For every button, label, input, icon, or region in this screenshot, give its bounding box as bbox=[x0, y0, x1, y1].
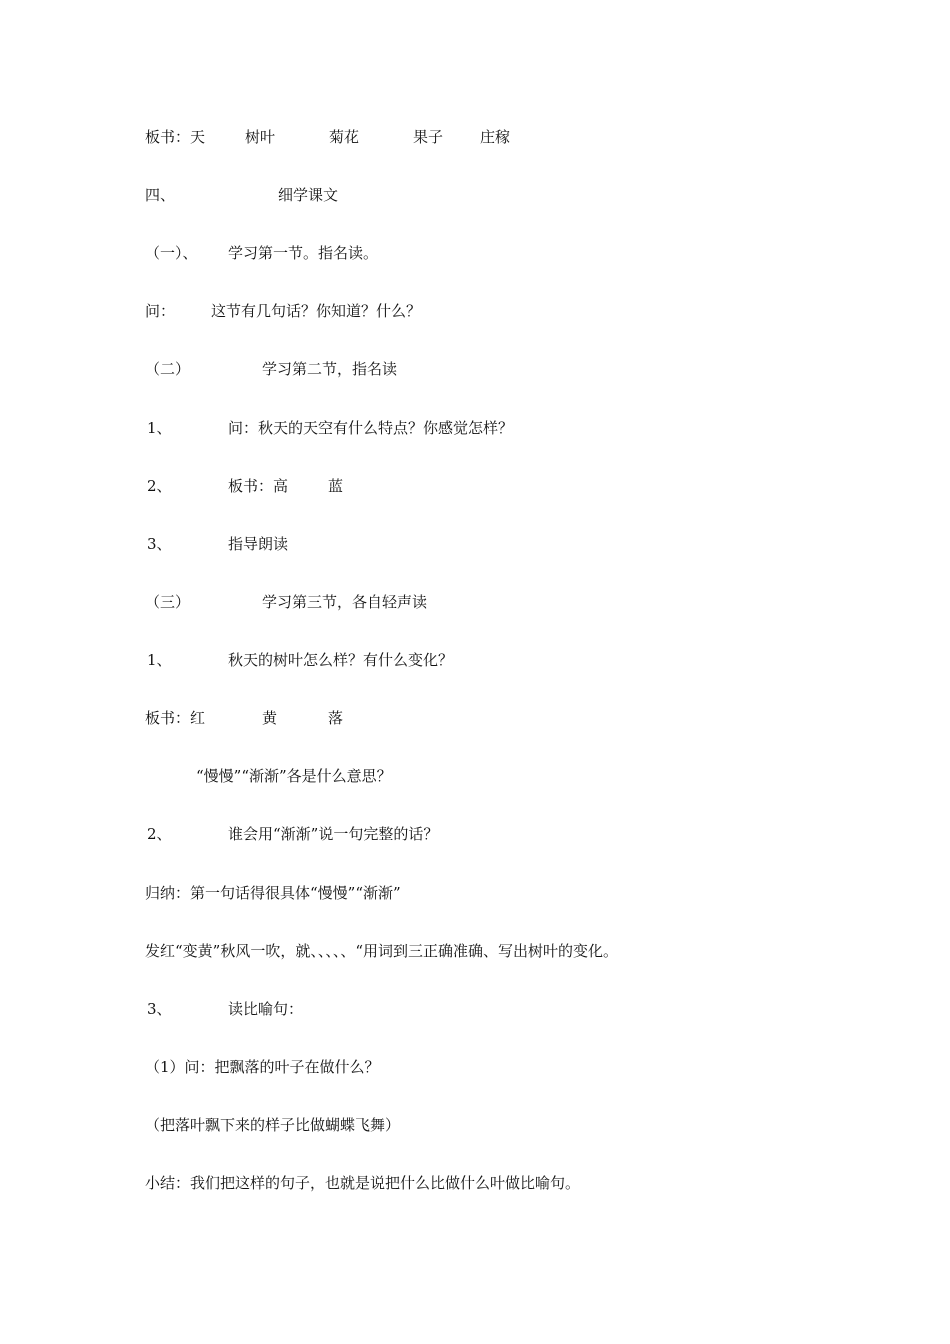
text-line bbox=[0, 417, 950, 439]
text-segment: 2、 bbox=[147, 825, 172, 843]
text-segment: （一）、 bbox=[145, 244, 198, 262]
text-line bbox=[0, 533, 950, 555]
text-line bbox=[0, 126, 950, 148]
text-line bbox=[0, 823, 950, 845]
text-segment: （三） bbox=[145, 593, 191, 611]
text-line bbox=[0, 300, 950, 322]
text-line bbox=[0, 998, 950, 1020]
text-segment: 落 bbox=[328, 709, 344, 727]
text-segment: 板书：高 bbox=[228, 477, 289, 495]
text-segment: 问：秋天的天空有什么特点？你感觉怎样？ bbox=[228, 419, 514, 437]
text-line bbox=[0, 591, 950, 613]
text-segment: 黄 bbox=[262, 709, 278, 727]
text-segment: 树叶 bbox=[245, 128, 276, 146]
text-segment: 学习第一节。指名读。 bbox=[228, 244, 379, 262]
text-segment: 蓝 bbox=[328, 477, 344, 495]
text-segment: 秋天的树叶怎么样？有什么变化？ bbox=[228, 651, 454, 669]
text-segment: （1）问：把飘落的叶子在做什么？ bbox=[145, 1058, 380, 1076]
text-line bbox=[0, 358, 950, 380]
text-line bbox=[0, 1056, 950, 1078]
text-segment: 学习第三节，各自轻声读 bbox=[262, 593, 428, 611]
text-segment: 读比喻句： bbox=[228, 1000, 304, 1018]
text-segment: 1、 bbox=[147, 419, 172, 437]
text-segment: 发红“变黄”秋风一吹，就、、、、、“用词到三正确准确、写出树叶的变化。 bbox=[145, 942, 619, 960]
text-line bbox=[0, 475, 950, 497]
text-line bbox=[0, 940, 950, 962]
text-segment: 1、 bbox=[147, 651, 172, 669]
text-segment: 小结：我们把这样的句子，也就是说把什么比做什么叶做比喻句。 bbox=[145, 1174, 581, 1192]
text-segment: 菊花 bbox=[329, 128, 360, 146]
text-segment: 谁会用“渐渐”说一句完整的话？ bbox=[228, 825, 439, 843]
text-segment: 问： bbox=[145, 302, 176, 320]
text-line bbox=[0, 1114, 950, 1136]
text-segment: 果子 bbox=[413, 128, 444, 146]
text-line bbox=[0, 242, 950, 264]
text-segment: （把落叶飘下来的样子比做蝴蝶飞舞） bbox=[145, 1116, 401, 1134]
text-segment: “慢慢”“渐渐”各是什么意思？ bbox=[196, 767, 392, 785]
text-segment: 归纳：第一句话得很具体“慢慢”“渐渐” bbox=[145, 884, 401, 902]
text-line bbox=[0, 184, 950, 206]
text-line bbox=[0, 1172, 950, 1194]
text-segment: 四、 bbox=[145, 186, 176, 204]
text-segment: 3、 bbox=[147, 1000, 172, 1018]
text-segment: 这节有几句话？你知道？什么？ bbox=[211, 302, 422, 320]
text-segment: （二） bbox=[145, 360, 191, 378]
text-line bbox=[0, 649, 950, 671]
text-segment: 2、 bbox=[147, 477, 172, 495]
text-segment: 板书：天 bbox=[145, 128, 206, 146]
text-line bbox=[0, 707, 950, 729]
text-segment: 板书：红 bbox=[145, 709, 206, 727]
text-line bbox=[0, 882, 950, 904]
text-segment: 学习第二节，指名读 bbox=[262, 360, 398, 378]
text-line bbox=[0, 765, 950, 787]
text-segment: 细学课文 bbox=[278, 186, 339, 204]
text-segment: 庄稼 bbox=[480, 128, 511, 146]
text-segment: 指导朗读 bbox=[228, 535, 289, 553]
text-segment: 3、 bbox=[147, 535, 172, 553]
